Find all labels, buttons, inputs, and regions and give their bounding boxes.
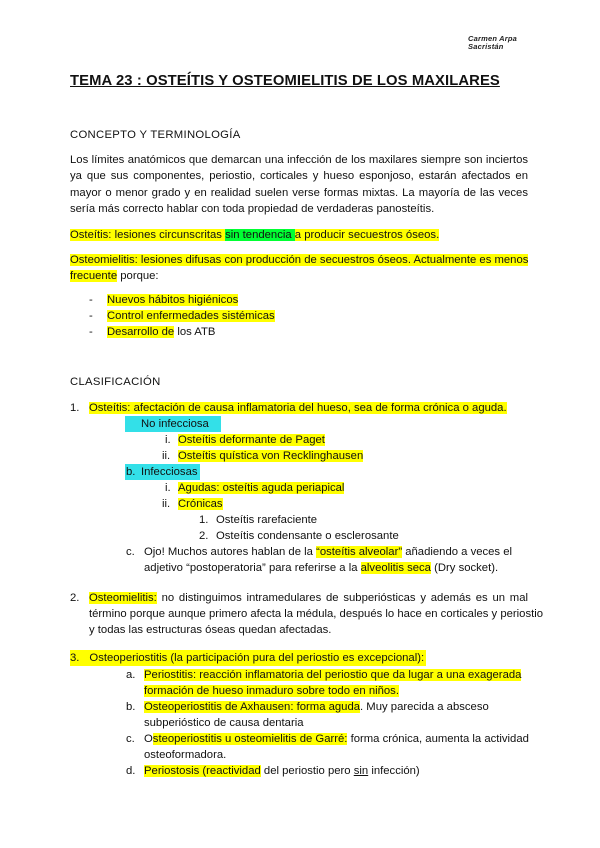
item3-d (144, 763, 420, 779)
item1-c-l2-a: adjetivo “postoperatoria” para referirse a la (144, 562, 361, 574)
item1-c-l2-b: (Dry socket). (430, 562, 499, 574)
item3-a-l1: Periostitis: reacción inflamatoria del periostio que da lugar a una exagerada (144, 669, 522, 681)
list-number: 2. (70, 592, 80, 604)
item1-b-i-text: Agudas: osteítis aguda periapical (178, 482, 345, 494)
item1-a-ii (178, 448, 363, 464)
bullet-marker: - (89, 310, 93, 322)
item1-b-i (178, 480, 344, 496)
bullet-hl: Desarrollo de (107, 326, 175, 338)
page-title: TEMA 23 : OSTEÍTIS Y OSTEOMIELITIS DE LOS MAXILARES (70, 73, 500, 89)
bullet-item (107, 324, 215, 340)
list-marker: c. (126, 546, 135, 558)
item1-c-l1-a: Ojo! Muchos autores hablan de la (144, 546, 317, 558)
item1-a-i-text: Osteítis deformante de Paget (178, 434, 325, 446)
list-marker: i. (165, 434, 171, 446)
item3-d-mid: del periostio pero (260, 765, 354, 777)
list-marker: a. (126, 669, 136, 681)
item1-a (125, 416, 221, 432)
osteitis-def-c: a producir secuestros óseos. (294, 229, 440, 241)
item3-c-line1 (144, 731, 529, 747)
bullet-marker: - (89, 294, 93, 306)
item1-osteitis (89, 400, 507, 416)
item1-a-text: No infecciosa (141, 418, 209, 430)
list-marker: d. (126, 765, 136, 777)
item1-c-l2-hl: alveolitis seca (360, 562, 431, 574)
item3-text: Osteoperiostitis (la participación pura del periostio es excepcional): (89, 652, 425, 664)
list-number: 1. (70, 402, 80, 414)
item1-text: Osteítis: afectación de causa inflamatoria del hueso, sea de forma crónica o aguda. (89, 402, 507, 414)
osteitis-definition (70, 227, 439, 243)
list-marker: i. (165, 482, 171, 494)
bullet-item (107, 292, 238, 308)
logo-line-1: Carmen Arpa (468, 34, 518, 43)
item2-l1-rest: no distinguimos intramedulares de subperiósticas y además es un mal (156, 592, 528, 604)
item3-a-l2: formación de hueso inmaduro sobre todo en niños. (144, 685, 399, 697)
osteitis-def-a: Osteítis: lesiones circunscritas (70, 229, 226, 241)
item3-d-under: sin (353, 765, 369, 777)
item1-b-ii (178, 496, 223, 512)
osteitis-def-b: sin tendencia (225, 229, 295, 241)
item3-c-pre: O (144, 733, 153, 745)
osteomielitis-def-hl: frecuente (70, 270, 118, 282)
list-marker: 2. (199, 530, 209, 542)
item2-hl: Osteomielitis: (89, 592, 157, 604)
osteomielitis-def-line1-text: Osteomielitis: lesiones difusas con producción de secuestros óseos. Actualmente es menos (70, 254, 529, 266)
section-heading-concepto: CONCEPTO Y TERMINOLOGÍA (70, 129, 241, 141)
concepto-paragraph: Los límites anatómicos que demarcan una infección de los maxilares siempre son inciertos ya que sus componentes, periostio, corticales y hueso esponjoso, estarán afectados en mayor o menor grado y en realidad suelen verse formas mixtas. La mayoría de las veces sería más correcto hablar con toda propiedad de verdaderas panosteítis. (70, 154, 528, 215)
item1-a-ii-text: Osteítis quística von Recklinghausen (178, 450, 364, 462)
osteomielitis-definition-line1 (70, 252, 528, 268)
list-marker: 1. (199, 514, 209, 526)
item1-b-ii-text: Crónicas (178, 498, 223, 510)
item1-c-l1-b: añadiendo a veces el (402, 546, 513, 558)
list-marker: ii. (162, 498, 171, 510)
item3-c-line2: osteoformadora. (144, 749, 227, 761)
item3-c-rest: forma crónica, aumenta la actividad (347, 733, 529, 745)
list-marker: ii. (162, 450, 171, 462)
item3-c-hl: steoperiostitis u osteomielitis de Garré: (152, 733, 348, 745)
list-marker: c. (126, 733, 135, 745)
item3-b-line2: subperióstico de causa dentaria (144, 717, 304, 729)
logo-line-2: Sacristán (468, 42, 504, 51)
item1-a-i (178, 432, 325, 448)
bullet-hl: Control enfermedades sistémicas (107, 310, 275, 322)
bullet-rest: los ATB (174, 326, 216, 338)
item3 (70, 650, 426, 666)
item2-line3: y todas las estructuras óseas quedan afectadas. (89, 624, 332, 636)
bullet-hl: Nuevos hábitos higiénicos (107, 294, 239, 306)
item3-b-hl: Osteoperiostitis de Axhausen: forma aguda (144, 701, 361, 713)
item1-c-line2 (144, 560, 498, 576)
list-marker: b. (126, 701, 136, 713)
item3-a-line1 (144, 667, 521, 683)
item2-line2: término porque aunque primero afecta la médula, después lo hace en corticales y periostio (89, 608, 544, 620)
item1-b (125, 464, 200, 480)
bullet-item (107, 308, 275, 324)
item2-line1 (89, 590, 528, 606)
item3-a-line2 (144, 683, 399, 699)
item1-b-ii-2: Osteítis condensante o esclerosante (216, 530, 399, 542)
item1-c-line1 (144, 544, 512, 560)
osteomielitis-definition-line2 (70, 268, 159, 284)
list-marker: b. (126, 466, 136, 478)
item3-d-end: infección) (368, 765, 420, 777)
bullet-marker: - (89, 326, 93, 338)
author-logo (468, 35, 517, 51)
item3-d-hl: Periostosis (reactividad (144, 765, 261, 777)
item1-b-text: Infecciosas (141, 466, 198, 478)
item1-c-l1-hl: “osteítis alveolar” (316, 546, 403, 558)
item3-num: 3. (70, 652, 80, 664)
item1-b-ii-1: Osteítis rarefaciente (216, 514, 318, 526)
item3-b-line1 (144, 699, 489, 715)
section-heading-clasificacion: CLASIFICACIÓN (70, 376, 161, 388)
item3-b-rest: . Muy parecida a absceso (360, 701, 489, 713)
osteomielitis-def-rest: porque: (117, 270, 159, 282)
